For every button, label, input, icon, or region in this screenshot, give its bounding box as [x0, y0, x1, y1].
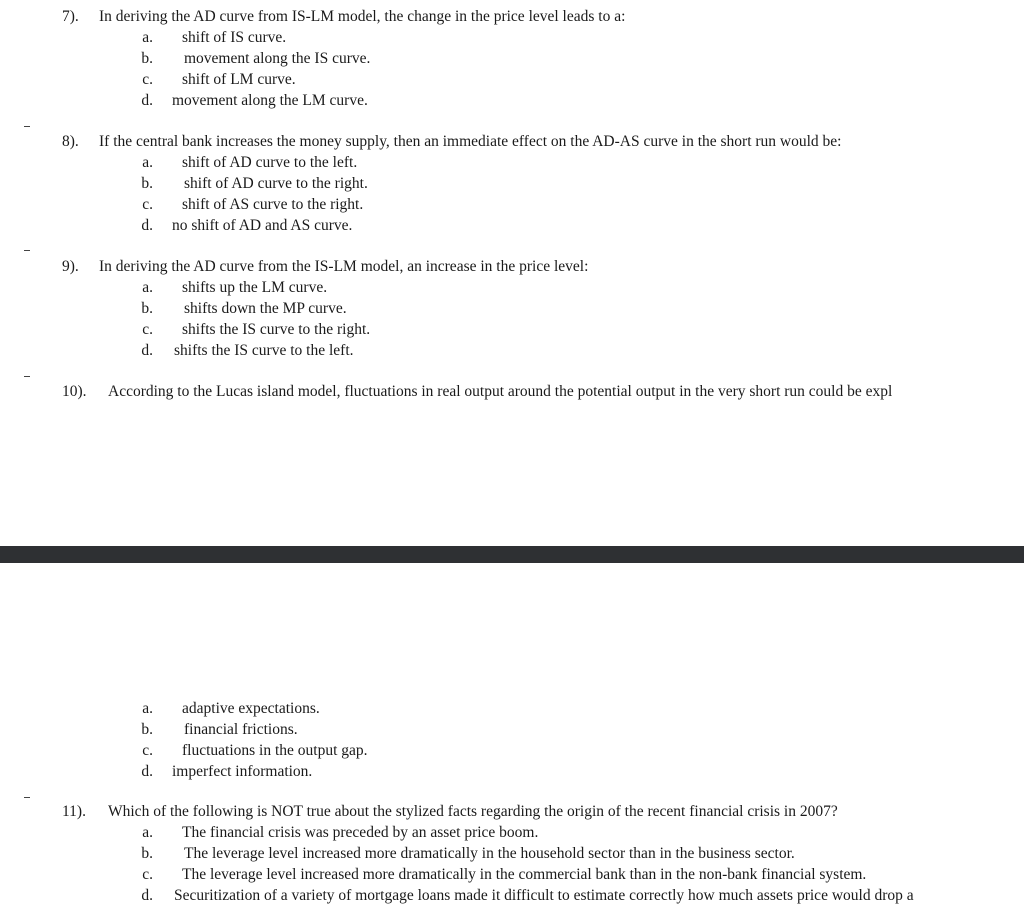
option-letter: d.	[141, 342, 153, 359]
option-letter: a.	[142, 29, 153, 46]
option-text: shifts the IS curve to the left.	[174, 342, 354, 359]
option-text: shift of AS curve to the right.	[182, 196, 364, 213]
option-letter: a.	[142, 824, 153, 841]
option-letter: d.	[141, 887, 153, 904]
margin-mark	[24, 797, 30, 798]
margin-mark	[24, 250, 30, 251]
option-letter: d.	[141, 217, 153, 234]
option-letter: c.	[142, 866, 153, 883]
option-letter: b.	[141, 845, 153, 862]
option-letter: d.	[141, 92, 153, 109]
option-text: The leverage level increased more dramatically in the commercial bank than in the non-bank financial system.	[182, 866, 867, 883]
option-text: financial frictions.	[184, 721, 298, 738]
option-letter: a.	[142, 700, 153, 717]
option-text: movement along the LM curve.	[172, 92, 368, 109]
option-text: shift of AD curve to the left.	[182, 154, 358, 171]
option-text: shifts up the LM curve.	[182, 279, 328, 296]
question-number: 7).	[62, 8, 79, 25]
option-text: shift of AD curve to the right.	[184, 175, 368, 192]
question-number: 10).	[62, 383, 87, 400]
question-number: 8).	[62, 133, 79, 150]
option-letter: d.	[141, 763, 153, 780]
option-text: The financial crisis was preceded by an asset price boom.	[182, 824, 539, 841]
margin-mark	[24, 376, 30, 377]
option-text: no shift of AD and AS curve.	[172, 217, 353, 234]
option-text: movement along the IS curve.	[184, 50, 371, 67]
option-letter: b.	[141, 300, 153, 317]
margin-mark	[24, 126, 30, 127]
question-text: If the central bank increases the money supply, then an immediate effect on the AD-AS curve in the short run would be:	[99, 133, 842, 150]
option-letter: c.	[142, 742, 153, 759]
option-text: shifts down the MP curve.	[184, 300, 347, 317]
option-letter: c.	[142, 71, 153, 88]
option-letter: a.	[142, 279, 153, 296]
question-number: 9).	[62, 258, 79, 275]
option-text: shifts the IS curve to the right.	[182, 321, 371, 338]
document-page-2	[0, 563, 1024, 917]
page-separator	[0, 546, 1024, 563]
option-text: adaptive expectations.	[182, 700, 320, 717]
option-text: The leverage level increased more dramatically in the household sector than in the business sector.	[184, 845, 795, 862]
option-letter: c.	[142, 321, 153, 338]
option-text: fluctuations in the output gap.	[182, 742, 368, 759]
option-text: imperfect information.	[172, 763, 313, 780]
option-letter: b.	[141, 721, 153, 738]
question-text: According to the Lucas island model, fluctuations in real output around the potential output in the very short run could be expl	[108, 383, 893, 400]
question-text: In deriving the AD curve from IS-LM model, the change in the price level leads to a:	[99, 8, 626, 25]
option-letter: b.	[141, 50, 153, 67]
question-number: 11).	[62, 803, 86, 820]
option-text: shift of LM curve.	[182, 71, 296, 88]
question-text: In deriving the AD curve from the IS-LM model, an increase in the price level:	[99, 258, 589, 275]
option-text: Securitization of a variety of mortgage loans made it difficult to estimate correctly how much assets price would drop a	[174, 887, 914, 904]
option-text: shift of IS curve.	[182, 29, 287, 46]
option-letter: a.	[142, 154, 153, 171]
option-letter: c.	[142, 196, 153, 213]
question-text: Which of the following is NOT true about the stylized facts regarding the origin of the recent financial crisis in 2007?	[108, 803, 838, 820]
option-letter: b.	[141, 175, 153, 192]
